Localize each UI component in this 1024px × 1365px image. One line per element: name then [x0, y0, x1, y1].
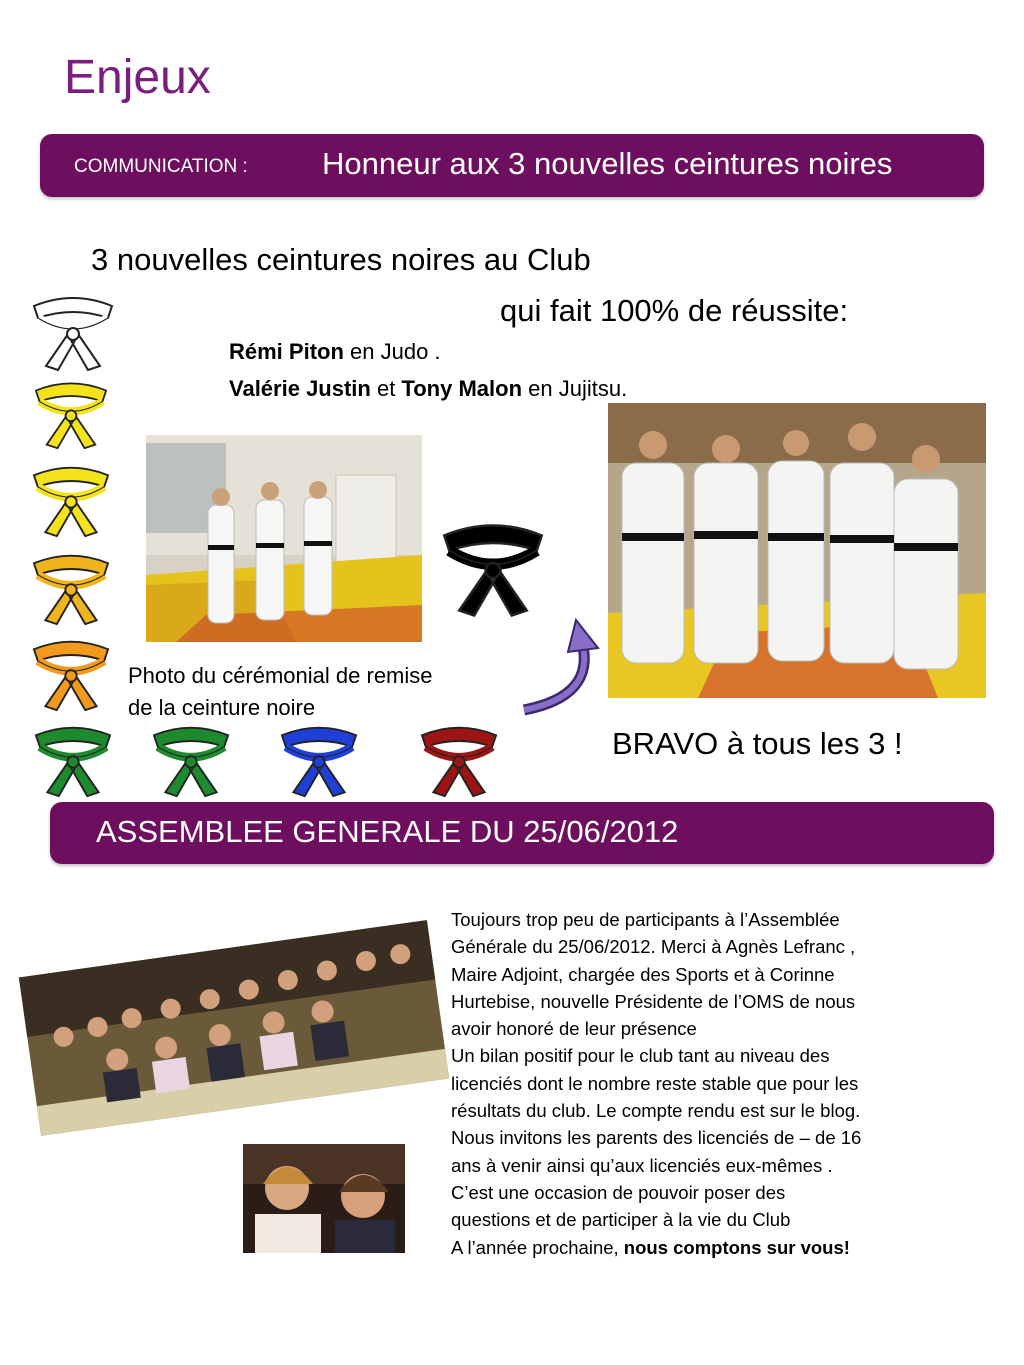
intro-line-1: 3 nouvelles ceintures noires au Club	[91, 242, 591, 277]
paragraph-line: questions et de participer à la vie du Club	[451, 1209, 791, 1231]
assembly-paragraph	[451, 906, 971, 1261]
brown-belt-icon	[414, 722, 504, 798]
judo-line	[229, 339, 441, 365]
paragraph-line: Nous invitons les parents des licenciés de – de 16	[451, 1127, 862, 1149]
jujitsu-line	[229, 376, 627, 402]
bravo-text: BRAVO à tous les 3 !	[612, 726, 903, 761]
judo-name: Rémi Piton	[229, 339, 344, 364]
photo-caption: Photo du cérémonial de remise de la ceinture noire	[128, 663, 433, 720]
paragraph-line: Un bilan positif pour le club tant au niveau des	[451, 1045, 830, 1067]
communication-banner	[40, 134, 984, 197]
orange-green-belt-icon	[28, 722, 118, 798]
ceremony-photo	[146, 435, 422, 642]
jujitsu-and: et	[370, 376, 402, 401]
paragraph-line: C’est une occasion de pouvoir poser des	[451, 1181, 786, 1203]
paragraph-line: Toujours trop peu de participants à l’Assemblée	[451, 909, 840, 930]
last-line-bold: nous comptons sur vous!	[623, 1236, 850, 1258]
jujitsu-name-2: Tony Malon	[401, 376, 523, 401]
paragraph-last-line	[451, 1234, 971, 1261]
yellow-orange-belt-icon	[26, 550, 116, 626]
paragraph-line: ans à venir ainsi qu’aux licenciés eux-mêmes .	[451, 1154, 833, 1176]
paragraph-line: licenciés dont le nombre reste stable que pour les	[451, 1072, 859, 1094]
intro-line-2: qui fait 100% de réussite:	[500, 293, 849, 328]
last-line-prefix: A l’année prochaine,	[451, 1236, 624, 1258]
page-title: Enjeux	[64, 51, 211, 104]
jujitsu-text: en Jujitsu.	[522, 376, 628, 401]
assembly-headline: ASSEMBLEE GENERALE DU 25/06/2012	[96, 814, 679, 849]
assembly-banner	[50, 802, 994, 864]
assembly-group-photo	[14, 908, 454, 1148]
jujitsu-name-1: Valérie Justin	[229, 376, 371, 401]
guests-photo	[243, 1144, 405, 1253]
green-belt-icon	[146, 722, 236, 798]
orange-belt-icon	[26, 636, 116, 712]
black-belts-group-photo	[608, 403, 986, 698]
judo-text: en Judo .	[343, 339, 441, 364]
white-yellow-belt-icon	[26, 378, 116, 450]
curved-arrow-icon	[518, 618, 602, 724]
paragraph-line: avoir honoré de leur présence	[451, 1018, 697, 1040]
yellow-belt-icon	[26, 462, 116, 538]
paragraph-line: Hurtebise, nouvelle Présidente de l’OMS de nous	[451, 990, 856, 1012]
white-belt-icon	[28, 292, 118, 372]
paragraph-line: Maire Adjoint, chargée des Sports et à Corinne	[451, 963, 835, 985]
paragraph-line: résultats du club. Le compte rendu est sur le blog.	[451, 1100, 861, 1122]
blue-belt-icon	[274, 722, 364, 798]
banner-section-label: COMMUNICATION :	[74, 156, 248, 177]
black-belt-icon	[434, 518, 552, 618]
paragraph-line: Générale du 25/06/2012. Merci à Agnès Lefranc ,	[451, 936, 856, 958]
banner-headline: Honneur aux 3 nouvelles ceintures noires	[322, 146, 893, 181]
